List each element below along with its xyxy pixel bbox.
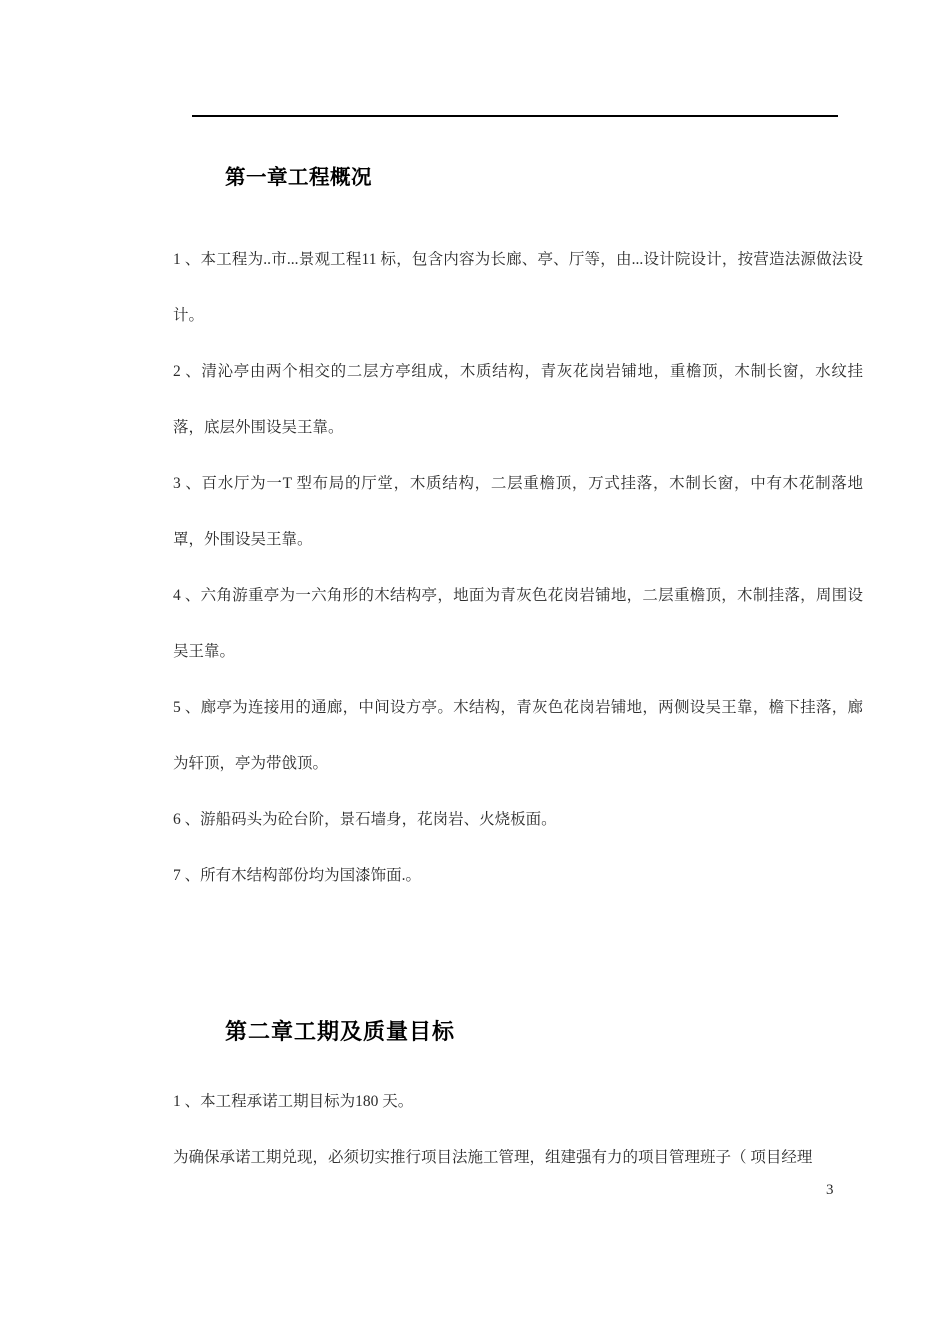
chapter-heading-1: 第一章工程概况 [225,165,372,189]
paragraph-2-1: 1 、本工程承诺工期目标为180 天。 [173,1093,414,1110]
document-content [173,148,863,1186]
paragraph-1-7: 7 、所有木结构部份均为国漆饰面.。 [173,867,422,884]
paragraph-1-5: 5 、廊亭为连接用的通廊，中间设方亭。木结构，青灰色花岗岩铺地，两侧设吴王靠，檐下挂落，廊为轩顶，亭为带戗顶。 [173,699,863,772]
header-rule-divider [192,115,838,117]
page-number: 3 [826,1182,834,1198]
spacer [173,1050,863,1074]
paragraph-1-6: 6 、游船码头为砼台阶，景石墙身，花岗岩、火烧板面。 [173,811,557,828]
chapter-heading-2: 第二章工期及质量目标 [225,1020,456,1045]
paragraph-1-2: 2 、清沁亭由两个相交的二层方亭组成，木质结构，青灰花岗岩铺地，重檐顶，木制长窗，水纹挂落，底层外围设吴王靠。 [173,363,863,436]
spacer [173,194,863,232]
paragraph-1-3: 3 、百水厅为一T 型布局的厅堂，木质结构，二层重檐顶，万式挂落，木制长窗，中有木花制落地罩，外围设吴王靠。 [173,475,863,548]
spacer [173,904,863,1016]
paragraph-1-4: 4 、六角游重亭为一六角形的木结构亭，地面为青灰色花岗岩铺地，二层重檐顶，木制挂落，周围设吴王靠。 [173,587,863,660]
paragraph-1-1: 1 、本工程为..市...景观工程11 标，包含内容为长廊、亭、厅等，由...设计院设计，按营造法源做法设计。 [173,251,863,324]
paragraph-2-2: 为确保承诺工期兑现，必须切实推行项目法施工管理，组建强有力的项目管理班子（ 项目经理 [173,1149,813,1166]
